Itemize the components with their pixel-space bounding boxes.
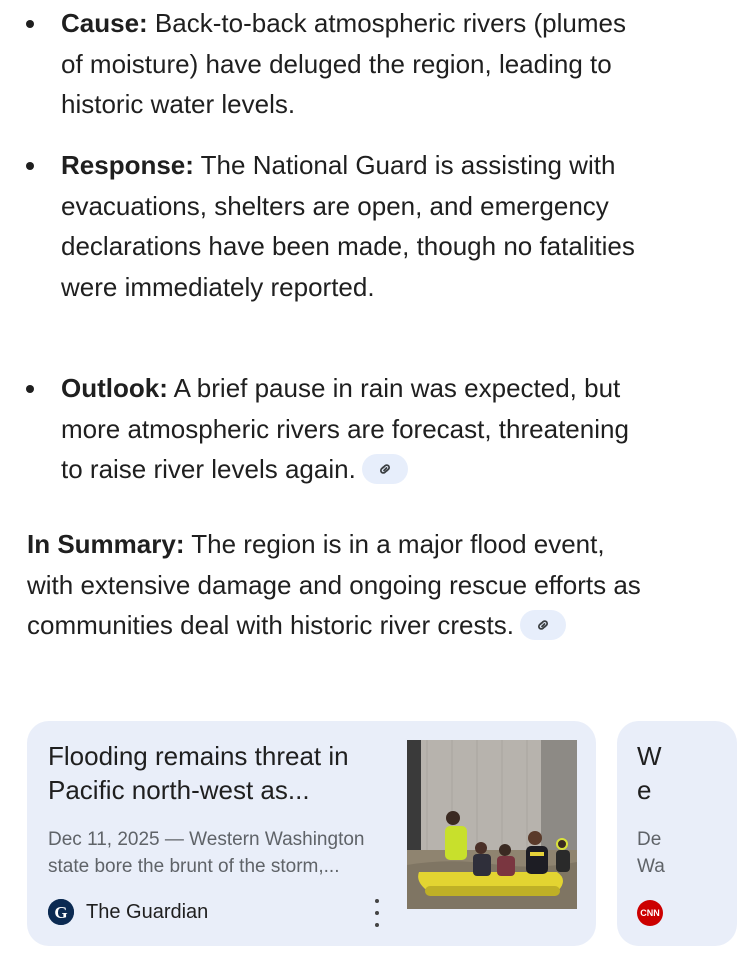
bullet-label: Outlook: (61, 373, 168, 403)
source-link-chip[interactable] (362, 454, 408, 484)
card-title[interactable]: Flooding remains threat in Pacific north-west as... (48, 741, 349, 805)
bullet-body: A brief pause in rain was expected, but more atmospheric rivers are forecast, threatening to raise river levels again. (61, 373, 629, 484)
bullet-text (61, 145, 641, 307)
source-name: The Guardian (86, 900, 209, 923)
bullet-dot (26, 20, 34, 28)
bullet-body: Back-to-back atmospheric rivers (plumes of moisture) have deluged the region, leading to historic water levels. (61, 8, 626, 119)
bullet-dot (26, 162, 34, 170)
bullet-text (61, 368, 641, 490)
card-title[interactable]: W e (637, 741, 662, 805)
svg-text:G: G (54, 903, 68, 922)
bullet-label: Response: (61, 150, 194, 180)
news-card-guardian[interactable] (27, 721, 596, 946)
more-vert-icon[interactable] (370, 899, 384, 927)
card-thumbnail[interactable] (407, 740, 577, 909)
summary-text: The region is in a major flood event, with extensive damage and ongoing rescue efforts as communities deal with historic river crests. (27, 529, 641, 640)
card-source (48, 897, 208, 927)
summary-label: In Summary: (27, 529, 185, 559)
guardian-logo-icon (48, 899, 74, 925)
cnn-logo-icon: CNN (637, 900, 663, 926)
link-icon (535, 617, 551, 633)
card-snippet: De Wa (637, 829, 665, 877)
bullet-body: The National Guard is assisting with evacuations, shelters are open, and emergency declarations have been made, though no fatalities were immediately reported. (61, 150, 635, 302)
source-link-chip[interactable] (520, 610, 566, 640)
bullet-label: Cause: (61, 8, 148, 38)
card-snippet: Dec 11, 2025 — Western Washington state bore the brunt of the storm,... (48, 829, 365, 877)
bullet-dot (26, 385, 34, 393)
summary-paragraph (27, 524, 647, 646)
bullet-text (61, 3, 641, 125)
news-card-cnn[interactable] (617, 721, 737, 946)
link-icon (377, 461, 393, 477)
